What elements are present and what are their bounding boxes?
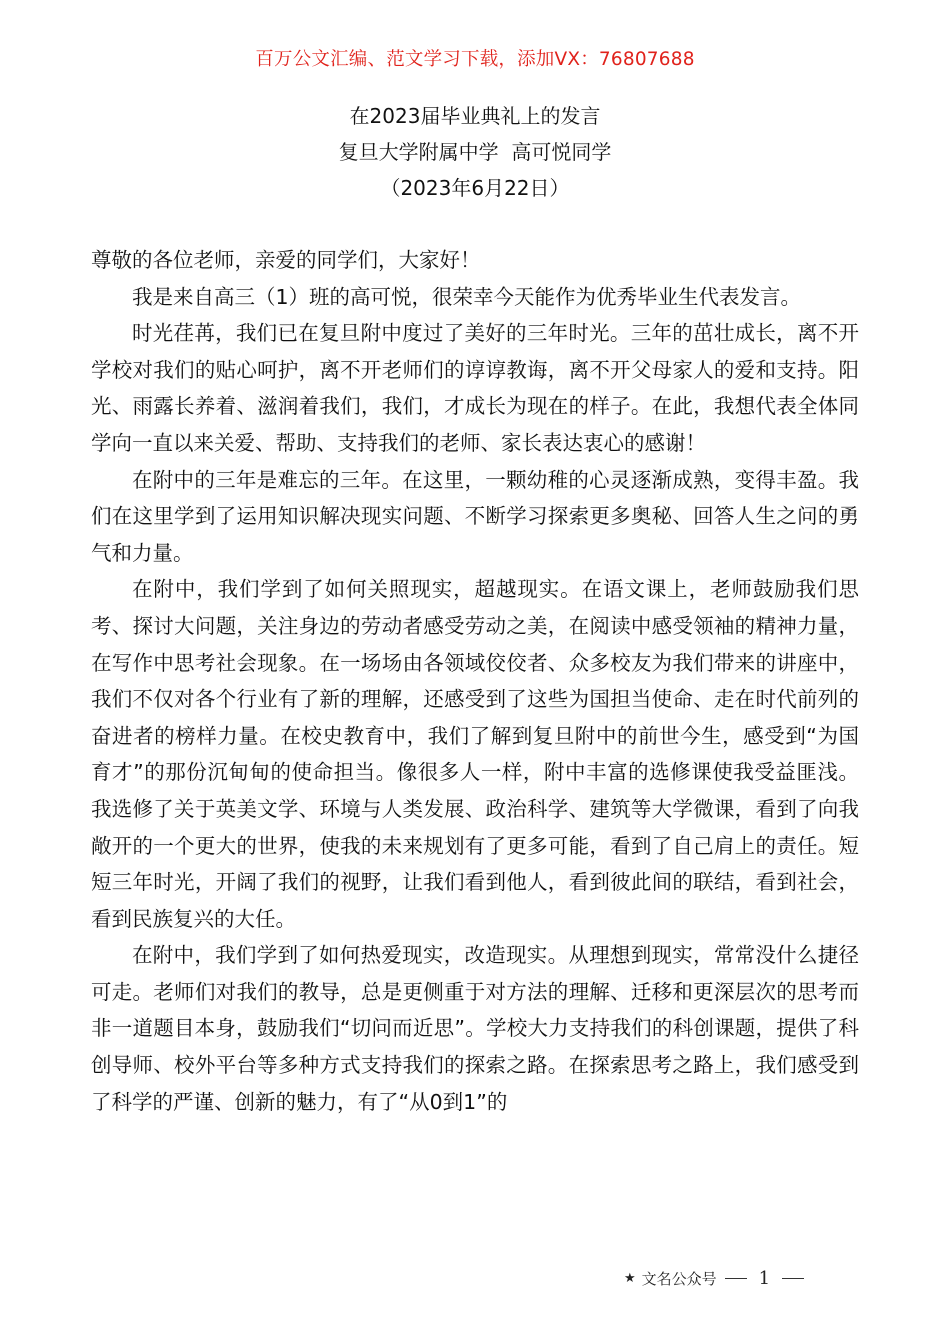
title-block	[0, 98, 950, 206]
greeting-paragraph: 尊敬的各位老师，亲爱的同学们，大家好！	[91, 248, 481, 272]
page-number: 1	[758, 1267, 771, 1289]
footer-dash-right	[782, 1278, 804, 1279]
watermark-text: 百万公文汇编、范文学习下载，添加VX：76807688	[255, 49, 695, 70]
page-footer	[624, 1266, 812, 1290]
footer-dash-left	[725, 1278, 747, 1279]
speech-body	[91, 242, 859, 1120]
date-line: （2023年6月22日）	[380, 176, 570, 200]
speech-title: 在2023届毕业典礼上的发言	[349, 104, 601, 128]
footer-label: 文名公众号	[641, 1269, 717, 1288]
body-paragraph: 在附中的三年是难忘的三年。在这里，一颗幼稚的心灵逐渐成熟，变得丰盈。我们在这里学到了运用知识解决现实问题、不断学习探索更多奥秘、回答人生之问的勇气和力量。	[91, 467, 859, 565]
body-paragraph: 我是来自高三（1）班的高可悦，很荣幸今天能作为优秀毕业生代表发言。	[132, 284, 802, 309]
body-paragraph: 在附中，我们学到了如何热爱现实，改造现实。从理想到现实，常常没什么捷径可走。老师们对我们的教导，总是更侧重于对方法的理解、迁移和更深层次的思考而非一道题目本身，鼓励我们“切问而近思”。学校大力支持我们的科创课题，提供了科创导师、校外平台等多种方式支持我们的探索之路。在探索思考之路上，我们感受到了科学的严谨、创新的魅力，有了“从0到1”的	[91, 943, 859, 1114]
body-paragraph: 在附中，我们学到了如何关照现实，超越现实。在语文课上，老师鼓励我们思考、探讨大问题，关注身边的劳动者感受劳动之美，在阅读中感受领袖的精神力量，在写作中思考社会现象。在一场场由各领域佼佼者、众多校友为我们带来的讲座中，我们不仅对各个行业有了新的理解，还感受到了这些为国担当使命、走在时代前列的奋进者的榜样力量。在校史教育中，我们了解到复旦附中的前世今生，感受到“为国育才”的那份沉甸甸的使命担当。像很多人一样，附中丰富的选修课使我受益匪浅。我选修了关于英美文学、环境与人类发展、政治科学、建筑等大学微课，看到了向我敞开的一个更大的世界，使我的未来规划有了更多可能，看到了自己肩上的责任。短短三年时光，开阔了我们的视野，让我们看到他人，看到彼此间的联结，看到社会，看到民族复兴的大任。	[91, 577, 859, 931]
star-icon: ★	[624, 1270, 636, 1286]
body-paragraph: 时光荏苒，我们已在复旦附中度过了美好的三年时光。三年的茁壮成长，离不开学校对我们的贴心呵护，离不开老师们的谆谆教诲，离不开父母家人的爱和支持。阳光、雨露长养着、滋润着我们，我们，才成长为现在的样子。在此，我想代表全体同学向一直以来关爱、帮助、支持我们的老师、家长表达衷心的感谢！	[91, 321, 859, 455]
speaker-line: 复旦大学附属中学 高可悦同学	[338, 140, 612, 164]
